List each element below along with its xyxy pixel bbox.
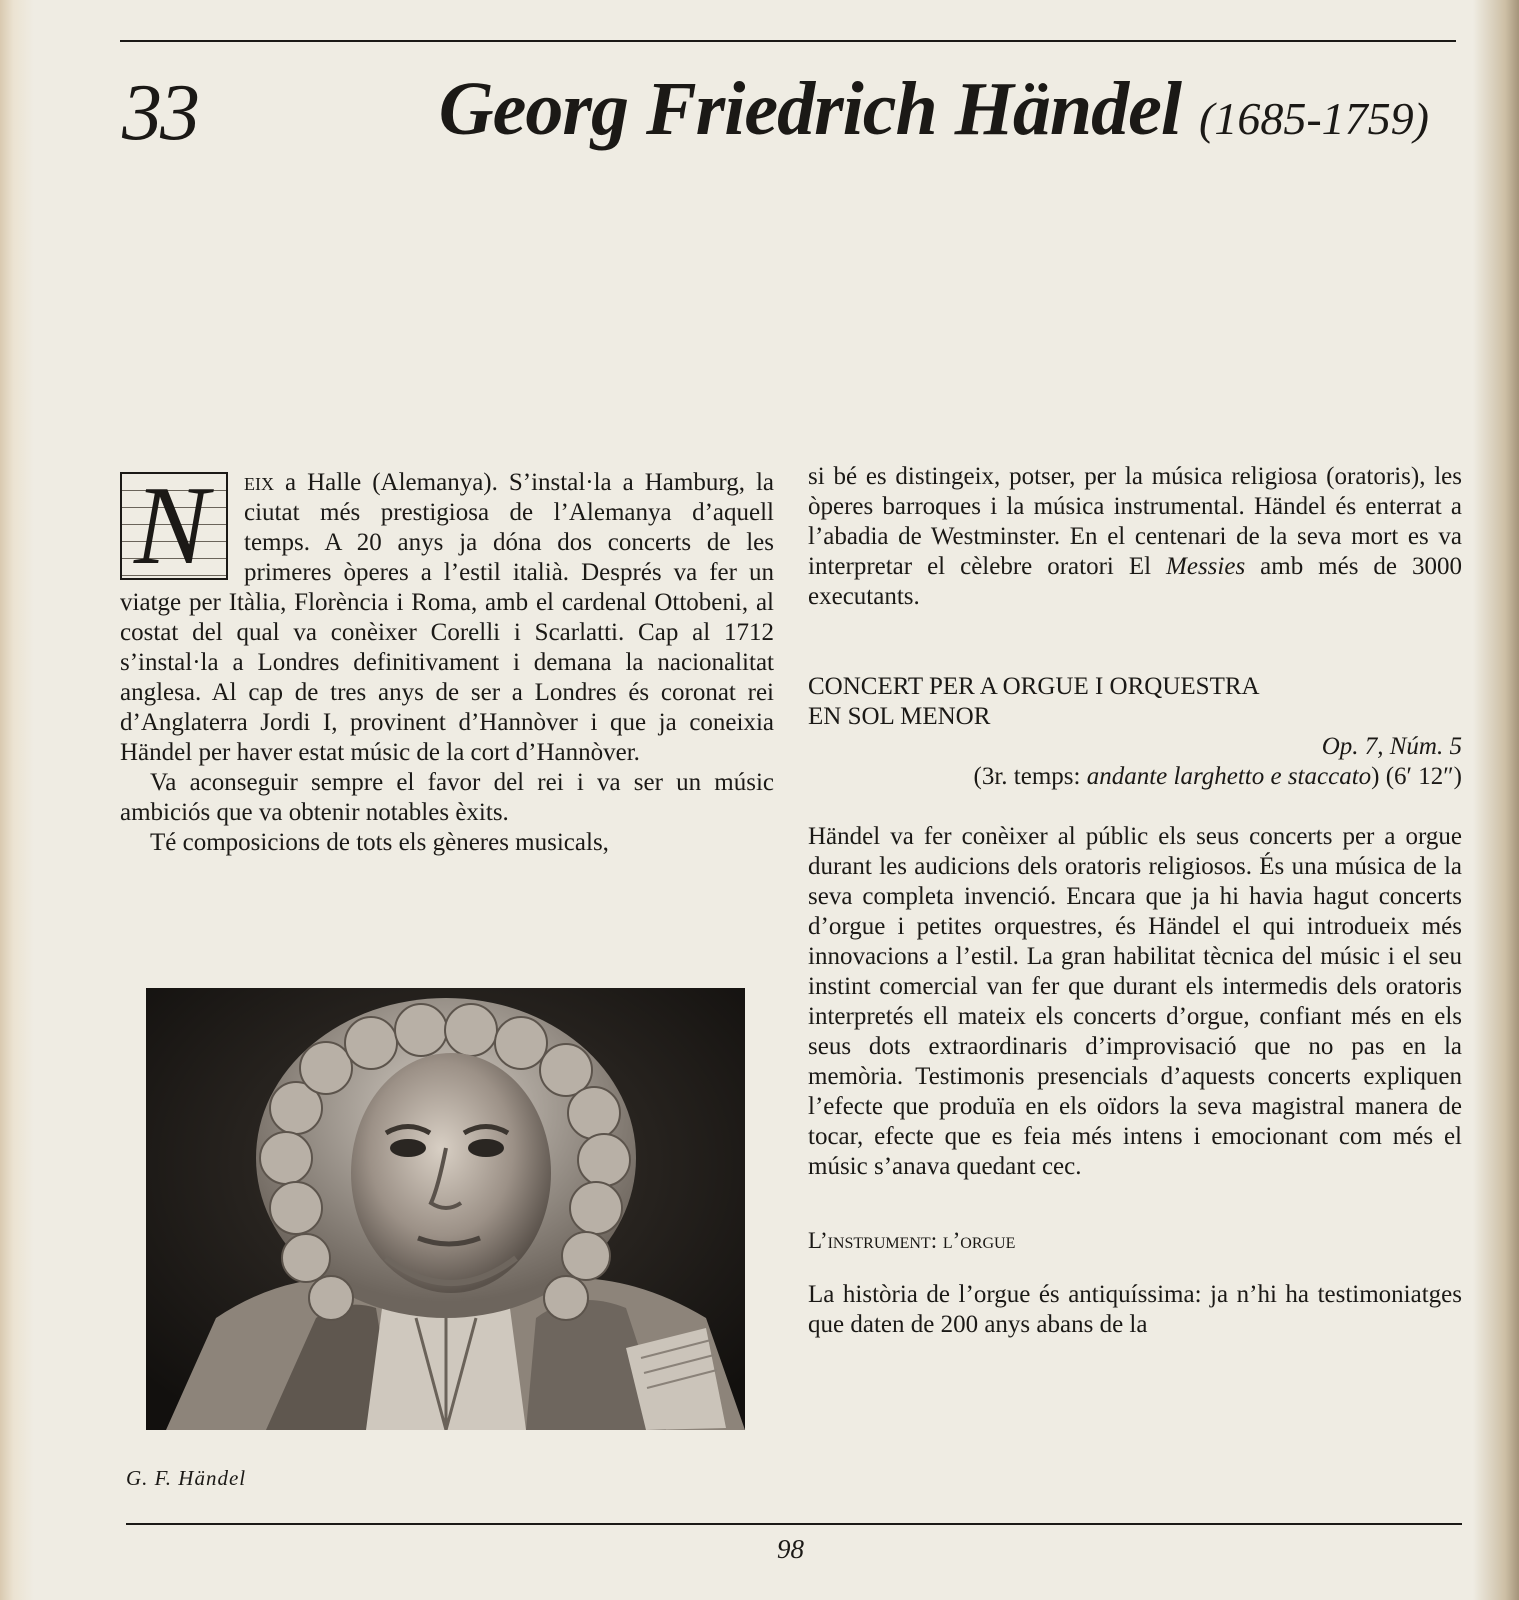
composer-name: Georg Friedrich Händel — [438, 67, 1182, 151]
instrument-paragraph: La història de l’orgue és antiquíssima: ja n’hi ha testimoniatges que daten de 200 anys abans de la — [808, 1281, 1462, 1338]
intro-paragraph-3: Té composicions de tots els gèneres musicals, — [150, 829, 609, 856]
page-gutter-shadow — [0, 0, 34, 1600]
messies-title: Messies — [1166, 553, 1246, 580]
continuation-paragraph: si bé es distingeix, potser, per la música religiosa (oratoris), les òperes barroques i la música instrumental. Händel és enterrat a l’abadia de Westminster. En el centenari de la seva mort es va interpretar el cèlebre oratori El Messies amb més de 3000 executants. — [808, 463, 1462, 610]
left-column — [120, 468, 774, 858]
handel-portrait — [146, 988, 745, 1430]
opus-number: Op. 7, Núm. 5 — [1321, 733, 1462, 760]
instrument-heading: L’instrument: l’orgue — [808, 1228, 1016, 1253]
concert-paragraph: Händel va fer conèixer al públic els seus concerts per a orgue durant les audicions dels oratoris religiosos. És una música de la seva completa invenció. Encara que ja hi havia hagut concerts d’orgue i petites orquestres, és Händel el qui introdueix més innovacions a l’estil. La gran habilitat tècnica del músic i el seu instint comercial van fer que durant els intermedis dels oratoris interpretés ell mateix els concerts d’orgue, confiant més en els seus dots extraordinaris d’improvisació que no pas en la memòria. Testimonis presencials d’aquests concerts expliquen l’efecte que produïa en els oïdors la seva magistral manera de tocar, efecte que es feia més intens i emocionant com més el músic s’anava quedant cec. — [808, 823, 1462, 1180]
chapter-title — [439, 66, 1429, 153]
composer-dates: (1685-1759) — [1199, 93, 1429, 144]
movement-detail: (3r. temps: andante larghetto e staccato) (6′ 12″) — [973, 763, 1462, 790]
portrait-caption: G. F. Händel — [126, 1466, 247, 1490]
intro-text: a Halle (Alemanya). S’instal·la a Hamburg, la ciutat més prestigiosa de l’Alemanya d’aquell temps. A 20 anys ja dóna dos concerts de les primeres òperes a l’estil italià. Després va fer un viatge per Itàlia, Florència i Roma, amb el cardenal Ottobeni, al costat del qual va conèixer Corelli i Scarlatti. Cap al 1712 s’instal·la a Londres definitivament i demana la nacionalitat anglesa. Al cap de tres anys de ser a Londres és coronat rei d’Anglaterra Jordi I, provinent d’Hannòver i que ja coneixia Händel per haver estat músic de la cort d’Hannòver. — [120, 469, 774, 766]
concert-title: CONCERT PER A ORGUE I ORQUESTRA EN SOL MENOR — [808, 673, 1260, 730]
chapter-number: 33 — [122, 69, 198, 157]
drop-cap: N — [120, 472, 228, 580]
intro-paragraph-1 — [120, 468, 774, 768]
right-column — [808, 462, 1462, 1340]
footer-rule — [126, 1523, 1462, 1525]
page-edge-shadow — [1473, 0, 1519, 1600]
header-rule — [120, 40, 1456, 42]
intro-paragraph-2: Va aconseguir sempre el favor del rei i va ser un músic ambiciós que va obtenir notables èxits. — [120, 769, 774, 826]
portrait-illustration — [146, 988, 745, 1430]
lead-small-caps: eix — [244, 469, 274, 496]
page-number: 98 — [777, 1534, 804, 1564]
